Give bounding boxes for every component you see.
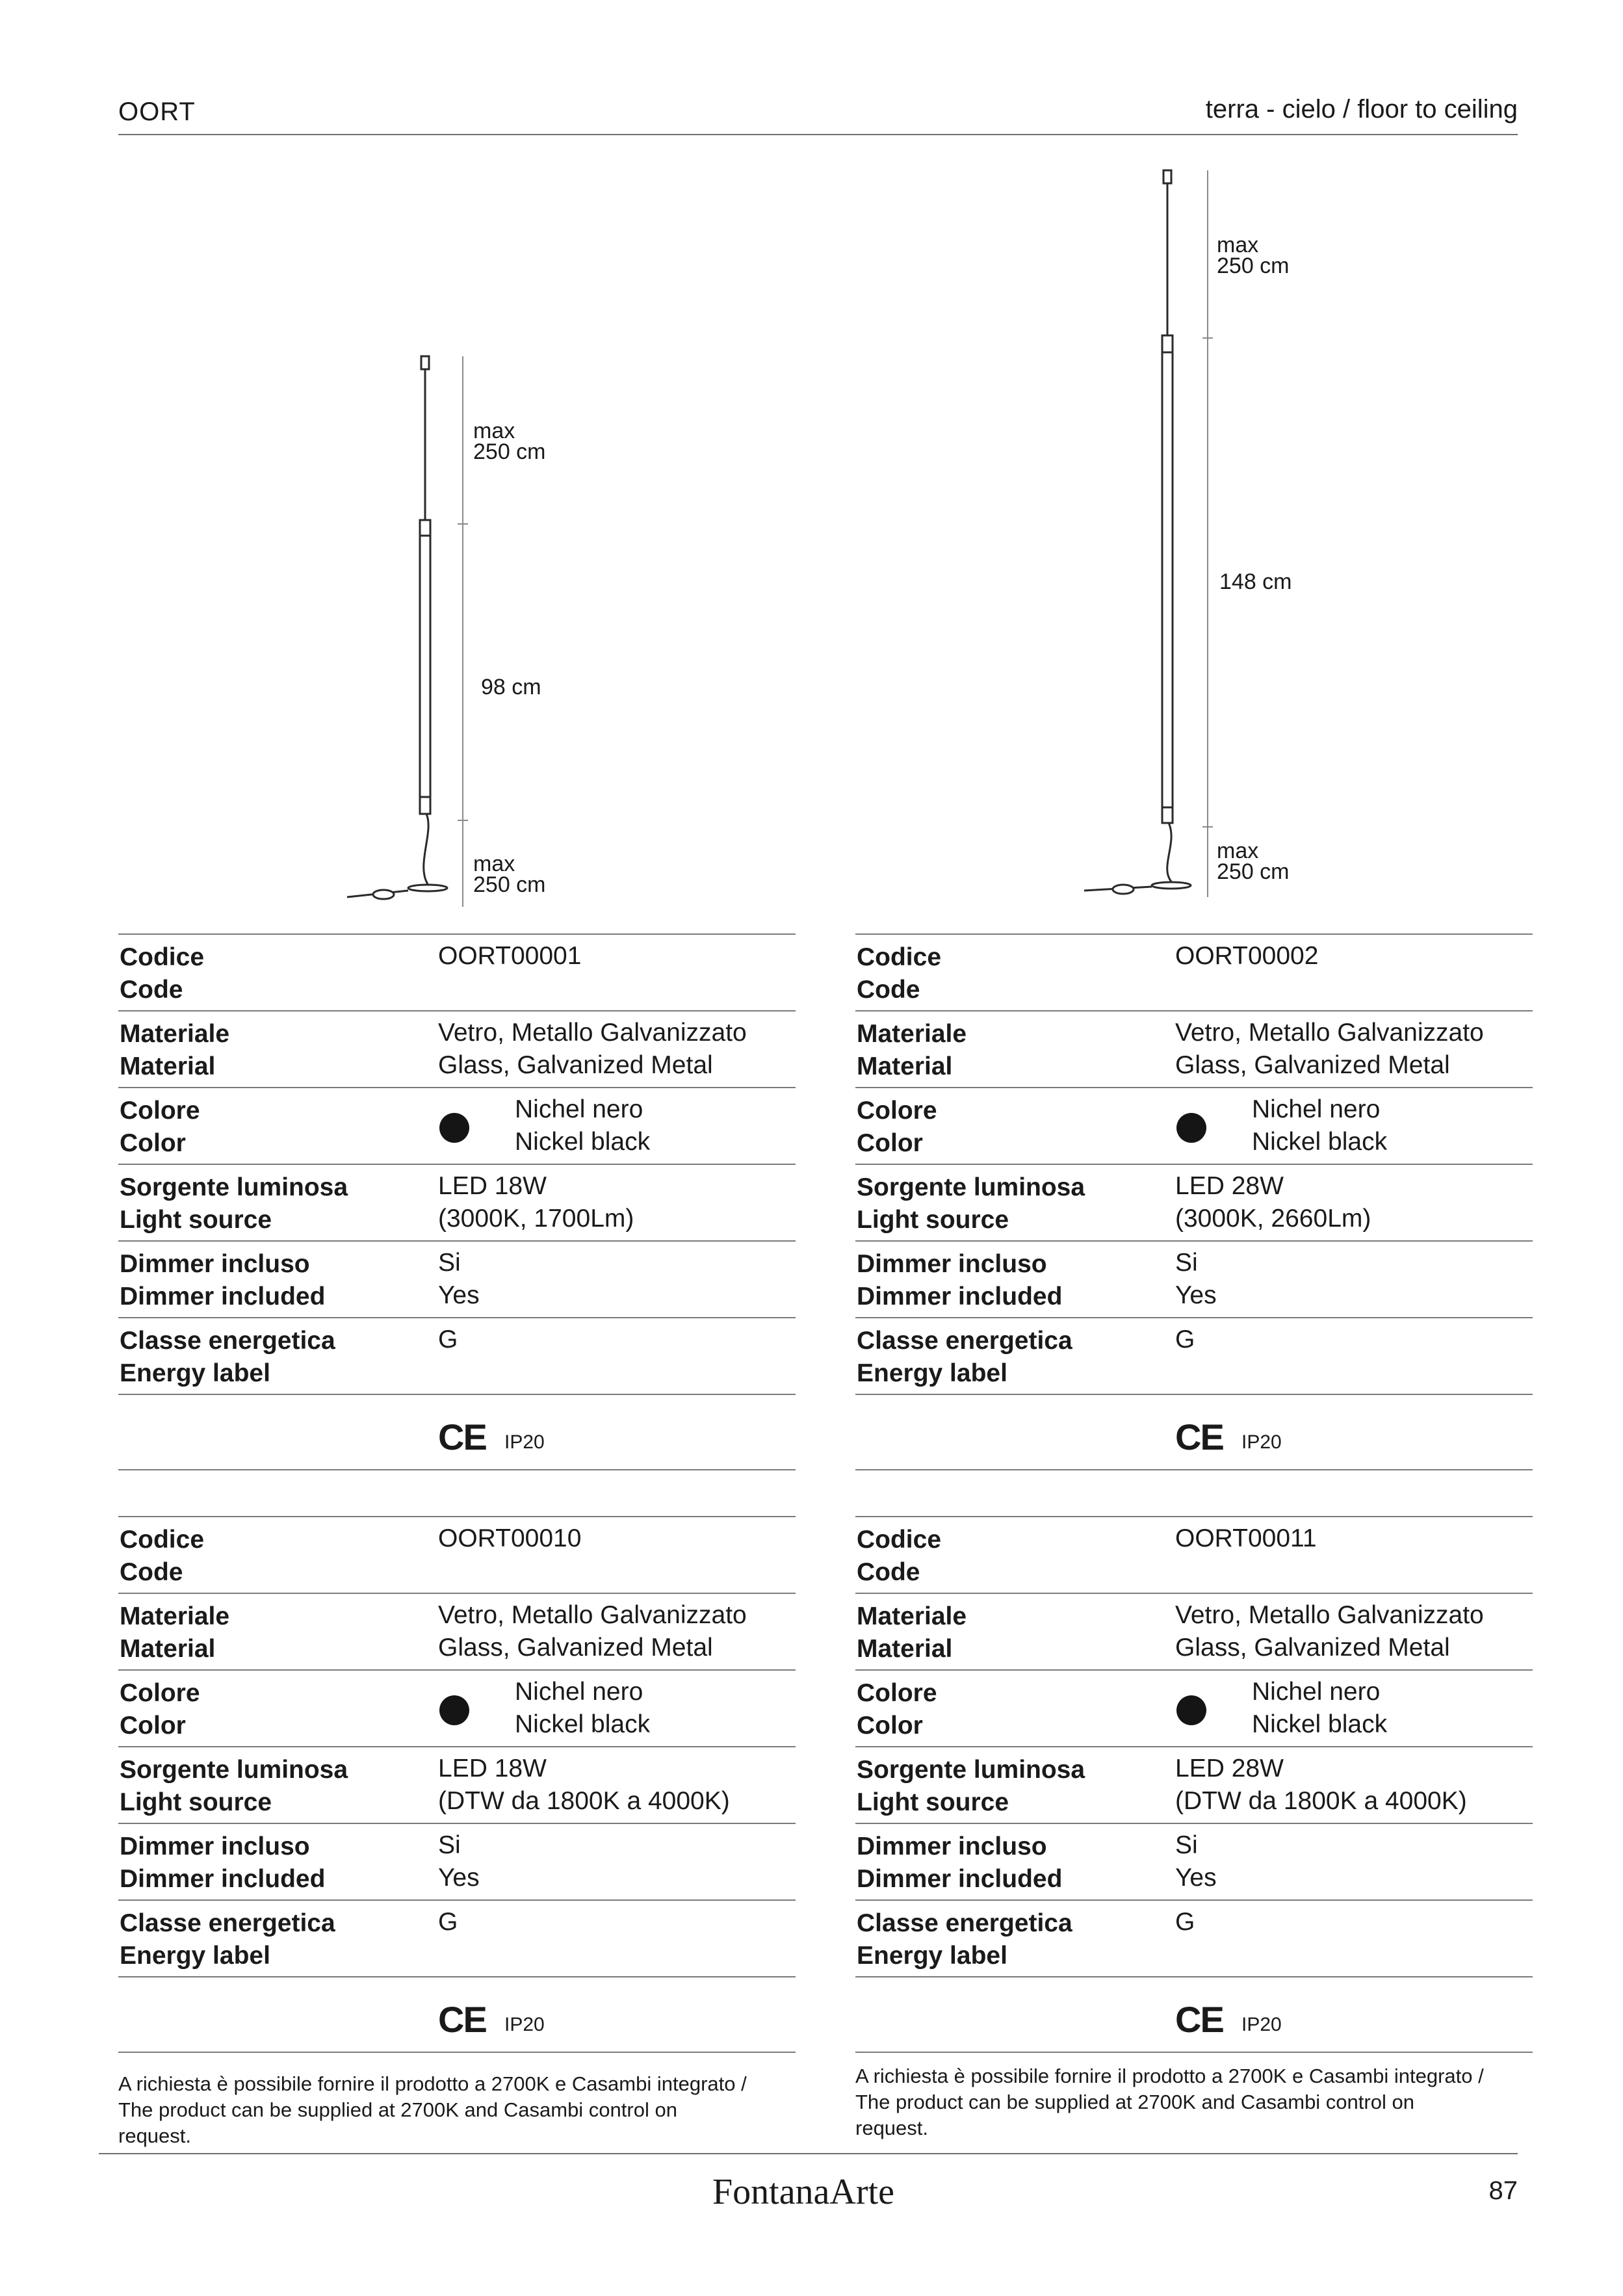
spec-row-dimmer [118,1240,796,1317]
ce-mark: CE [1175,1416,1223,1457]
label-light-en: Light source [857,1788,1009,1816]
color-en: Nickel black [1252,1710,1388,1738]
light-spec: (DTW da 1800K a 4000K) [1175,1787,1467,1815]
light-power: LED 18W [438,1755,547,1782]
spec-table-oort00011 [855,1516,1533,2053]
label-dimmer-en: Dimmer included [857,1283,1063,1311]
color-swatch [439,1113,469,1143]
label-material-en: Material [857,1052,953,1080]
product-name: OORT [118,98,196,126]
color-it: Nichel nero [515,1678,643,1706]
material-it: Vetro, Metallo Galvanizzato [1175,1601,1484,1629]
product-code: OORT00002 [1175,942,1319,970]
color-swatch [1176,1113,1206,1143]
dimmer-en: Yes [438,1864,480,1892]
spec-row-dimmer [855,1823,1533,1899]
label-light-it: Sorgente luminosa [857,1173,1085,1201]
note-left [118,2071,801,2149]
dimmer-it: Si [438,1831,461,1859]
spec-row-material [118,1010,796,1087]
label-energy-en: Energy label [857,1942,1007,1970]
label-material-it: Materiale [120,1602,230,1630]
spec-row-certifications [855,1394,1533,1470]
label-color-en: Color [120,1712,186,1740]
color-en: Nickel black [515,1128,651,1156]
material-it: Vetro, Metallo Galvanizzato [438,1601,747,1629]
label-energy-it: Classe energetica [120,1327,335,1355]
spec-row-color [118,1669,796,1746]
spec-row-dimmer [118,1823,796,1899]
label-code-en: Code [857,976,920,1004]
color-it: Nichel nero [1252,1678,1381,1706]
product-code: OORT00011 [1175,1524,1317,1552]
material-en: Glass, Galvanized Metal [1175,1634,1450,1662]
product-code: OORT00010 [438,1524,582,1552]
label-dimmer-it: Dimmer incluso [120,1833,310,1860]
label-material-it: Materiale [120,1020,230,1048]
note-line: A richiesta è possibile fornire il prodotto a 2700K e Casambi integrato / [855,2065,1484,2087]
note-line: The product can be supplied at 2700K and Casambi control on [118,2098,677,2121]
label-code-it: Codice [857,1526,942,1554]
note-line: request. [118,2124,192,2147]
drawing2-top-label-2: 250 cm [1217,254,1290,278]
brand-logo: FontanaArte [712,2172,894,2212]
light-spec: (3000K, 1700Lm) [438,1205,634,1233]
spec-table-oort00010 [118,1516,796,2053]
ip-rating: IP20 [504,1431,545,1453]
label-code-en: Code [120,1558,183,1586]
label-energy-it: Classe energetica [857,1909,1072,1937]
color-swatch [1176,1695,1206,1725]
spec-row-code [855,1516,1533,1593]
label-dimmer-en: Dimmer included [857,1865,1063,1893]
label-code-it: Codice [857,943,942,971]
spec-row-certifications [855,1976,1533,2053]
material-en: Glass, Galvanized Metal [1175,1051,1450,1079]
page-number: 87 [1488,2176,1518,2205]
light-power: LED 28W [1175,1755,1284,1782]
product-code: OORT00001 [438,942,582,970]
drawing2-top-label-1: max [1217,233,1259,257]
label-light-it: Sorgente luminosa [857,1756,1085,1784]
label-code-en: Code [857,1558,920,1586]
drawing1-bottom-label-1: max [473,852,515,876]
spec-row-light-source [118,1164,796,1240]
drawing1-top-label-1: max [473,419,515,443]
label-code-it: Codice [120,1526,205,1554]
dimmer-it: Si [1175,1249,1198,1277]
spec-row-energy [118,1317,796,1394]
color-swatch [439,1695,469,1725]
spec-row-code [855,933,1533,1010]
dimmer-it: Si [1175,1831,1198,1859]
spec-row-material [118,1593,796,1669]
label-material-en: Material [120,1052,216,1080]
ip-rating: IP20 [504,2014,545,2035]
ce-mark: CE [438,1416,486,1457]
dimmer-it: Si [438,1249,461,1277]
label-energy-it: Classe energetica [120,1909,335,1937]
light-spec: (3000K, 2660Lm) [1175,1205,1371,1233]
ce-mark: CE [438,1999,486,2040]
label-material-it: Materiale [857,1020,967,1048]
spec-row-light-source [118,1746,796,1823]
lamp-drawing-short [347,356,468,907]
label-material-en: Material [857,1635,953,1663]
color-en: Nickel black [1252,1128,1388,1156]
drawing1-top-label-2: 250 cm [473,439,546,464]
note-line: request. [855,2117,929,2139]
drawing2-bottom-label-2: 250 cm [1217,859,1290,884]
label-energy-en: Energy label [857,1359,1007,1387]
ip-rating: IP20 [1241,2014,1282,2035]
label-code-en: Code [120,976,183,1004]
spec-row-color [855,1669,1533,1746]
spec-row-certifications [118,1394,796,1470]
spec-row-light-source [855,1164,1533,1240]
lamp-drawing-tall [1084,170,1213,897]
label-color-it: Colore [120,1679,200,1707]
spec-row-energy [855,1317,1533,1394]
label-material-en: Material [120,1635,216,1663]
spec-row-energy [855,1899,1533,1976]
spec-row-energy [118,1899,796,1976]
drawing2-mid-label: 148 cm [1219,569,1292,594]
category-title: terra - cielo / floor to ceiling [1205,95,1518,124]
label-light-it: Sorgente luminosa [120,1173,348,1201]
label-dimmer-it: Dimmer incluso [120,1250,310,1278]
label-energy-it: Classe energetica [857,1327,1072,1355]
energy-class: G [1175,1908,1195,1936]
light-spec: (DTW da 1800K a 4000K) [438,1787,730,1815]
label-material-it: Materiale [857,1602,967,1630]
spec-row-material [855,1010,1533,1087]
label-energy-en: Energy label [120,1359,270,1387]
note-line: The product can be supplied at 2700K and Casambi control on [855,2091,1414,2113]
energy-class: G [1175,1325,1195,1353]
label-color-it: Colore [120,1097,200,1125]
light-power: LED 18W [438,1172,547,1200]
ce-mark: CE [1175,1999,1223,2040]
label-dimmer-it: Dimmer incluso [857,1250,1047,1278]
spec-row-light-source [855,1746,1533,1823]
color-en: Nickel black [515,1710,651,1738]
label-energy-en: Energy label [120,1942,270,1970]
material-en: Glass, Galvanized Metal [438,1634,713,1662]
material-it: Vetro, Metallo Galvanizzato [1175,1019,1484,1047]
ip-rating: IP20 [1241,1431,1282,1453]
label-light-en: Light source [120,1788,272,1816]
material-en: Glass, Galvanized Metal [438,1051,713,1079]
label-color-it: Colore [857,1097,937,1125]
spec-table-oort00001 [118,933,796,1470]
label-color-it: Colore [857,1679,937,1707]
label-dimmer-en: Dimmer included [120,1865,326,1893]
material-it: Vetro, Metallo Galvanizzato [438,1019,747,1047]
energy-class: G [438,1908,458,1936]
drawing2-bottom-label-1: max [1217,839,1259,863]
label-color-en: Color [120,1129,186,1157]
label-dimmer-en: Dimmer included [120,1283,326,1311]
color-it: Nichel nero [515,1095,643,1123]
drawing1-mid-label: 98 cm [481,675,541,699]
label-dimmer-it: Dimmer incluso [857,1833,1047,1860]
energy-class: G [438,1325,458,1353]
spec-row-color [855,1087,1533,1164]
spec-row-certifications [118,1976,796,2053]
note-right [855,2063,1538,2141]
spec-row-color [118,1087,796,1164]
light-power: LED 28W [1175,1172,1284,1200]
dimmer-en: Yes [1175,1281,1217,1309]
label-code-it: Codice [120,943,205,971]
label-color-en: Color [857,1129,923,1157]
note-line: A richiesta è possibile fornire il prodotto a 2700K e Casambi integrato / [118,2072,747,2095]
spec-row-material [855,1593,1533,1669]
dimmer-en: Yes [1175,1864,1217,1892]
label-light-en: Light source [120,1206,272,1234]
dimmer-en: Yes [438,1281,480,1309]
label-light-it: Sorgente luminosa [120,1756,348,1784]
label-light-en: Light source [857,1206,1009,1234]
footer-divider [99,2153,1518,2154]
drawing1-bottom-label-2: 250 cm [473,872,546,897]
spec-table-oort00002 [855,933,1533,1470]
technical-drawings [0,0,1623,923]
spec-row-code [118,933,796,1010]
color-it: Nichel nero [1252,1095,1381,1123]
spec-row-code [118,1516,796,1593]
label-color-en: Color [857,1712,923,1740]
spec-row-dimmer [855,1240,1533,1317]
